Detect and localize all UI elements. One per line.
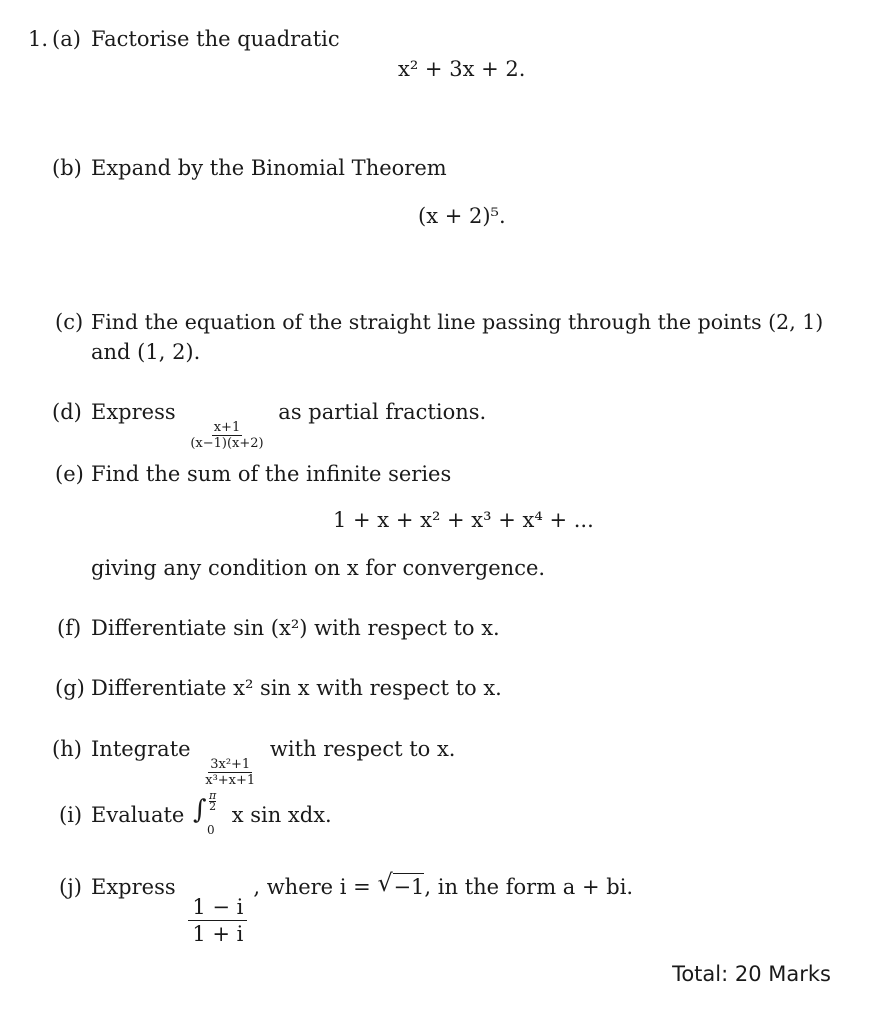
part-i-before: Evaluate bbox=[91, 803, 185, 827]
part-e-condition: giving any condition on x for convergence. bbox=[91, 556, 546, 580]
part-j-text bbox=[91, 869, 634, 947]
part-d-text bbox=[91, 397, 486, 451]
part-d-before: Express bbox=[91, 400, 176, 424]
part-j-denominator: 1 + i bbox=[192, 921, 244, 946]
part-i-integrand: x sin xdx. bbox=[231, 803, 332, 827]
square-root: √ −1 bbox=[377, 869, 425, 899]
part-j-numerator: 1 − i bbox=[188, 894, 247, 921]
part-e-text: Find the sum of the infinite series bbox=[91, 462, 452, 486]
part-j-tail: , in the form a + bi. bbox=[424, 875, 634, 899]
part-h-denominator: x³+x+1 bbox=[205, 772, 256, 788]
part-c-line1: Find the equation of the straight line passing through the points (2, 1) bbox=[91, 310, 824, 334]
part-j-after: , where i = bbox=[253, 875, 378, 899]
part-f-text: Differentiate sin (x²) with respect to x. bbox=[91, 616, 500, 640]
part-h-before: Integrate bbox=[91, 737, 191, 761]
part-i-text bbox=[91, 789, 332, 838]
part-e-series: 1 + x + x² + x³ + x⁴ + ... bbox=[333, 508, 594, 532]
part-d-fraction bbox=[188, 420, 265, 451]
part-h-numerator: 3x²+1 bbox=[210, 756, 251, 772]
part-a-label: (a) bbox=[52, 27, 81, 51]
part-g-label: (g) bbox=[55, 676, 85, 700]
part-d-numerator: x+1 bbox=[213, 419, 241, 435]
part-f-label: (f) bbox=[57, 616, 82, 640]
question-number: 1. bbox=[28, 27, 49, 51]
part-j-before: Express bbox=[91, 875, 176, 899]
part-b-label: (b) bbox=[52, 156, 82, 180]
part-a-expression: x² + 3x + 2. bbox=[398, 57, 526, 81]
part-h-text bbox=[91, 734, 455, 788]
part-j-fraction bbox=[188, 894, 247, 947]
part-i-label: (i) bbox=[59, 803, 83, 827]
part-d-label: (d) bbox=[52, 400, 82, 424]
integral-lower-limit: 0 bbox=[207, 823, 215, 838]
part-c-label: (c) bbox=[55, 310, 84, 334]
integral-upper-limit: π 2 bbox=[209, 789, 217, 814]
part-h-fraction bbox=[203, 757, 257, 788]
part-c-line2: and (1, 2). bbox=[91, 340, 201, 364]
part-h-after: with respect to x. bbox=[269, 737, 456, 761]
total-marks: Total: 20 Marks bbox=[672, 962, 831, 986]
square-root-radicand: −1 bbox=[393, 875, 425, 899]
part-h-label: (h) bbox=[52, 737, 82, 761]
integral-sign: ∫ π 2 0 bbox=[191, 801, 225, 827]
part-d-after: as partial fractions. bbox=[278, 400, 487, 424]
part-d-denominator: (x−1)(x+2) bbox=[190, 435, 264, 451]
part-b-expression: (x + 2)⁵. bbox=[418, 204, 506, 228]
part-e-label: (e) bbox=[55, 462, 84, 486]
part-b-text: Expand by the Binomial Theorem bbox=[91, 156, 447, 180]
part-j-label: (j) bbox=[59, 875, 82, 899]
part-g-text: Differentiate x² sin x with respect to x. bbox=[91, 676, 502, 700]
part-a-text: Factorise the quadratic bbox=[91, 27, 340, 51]
